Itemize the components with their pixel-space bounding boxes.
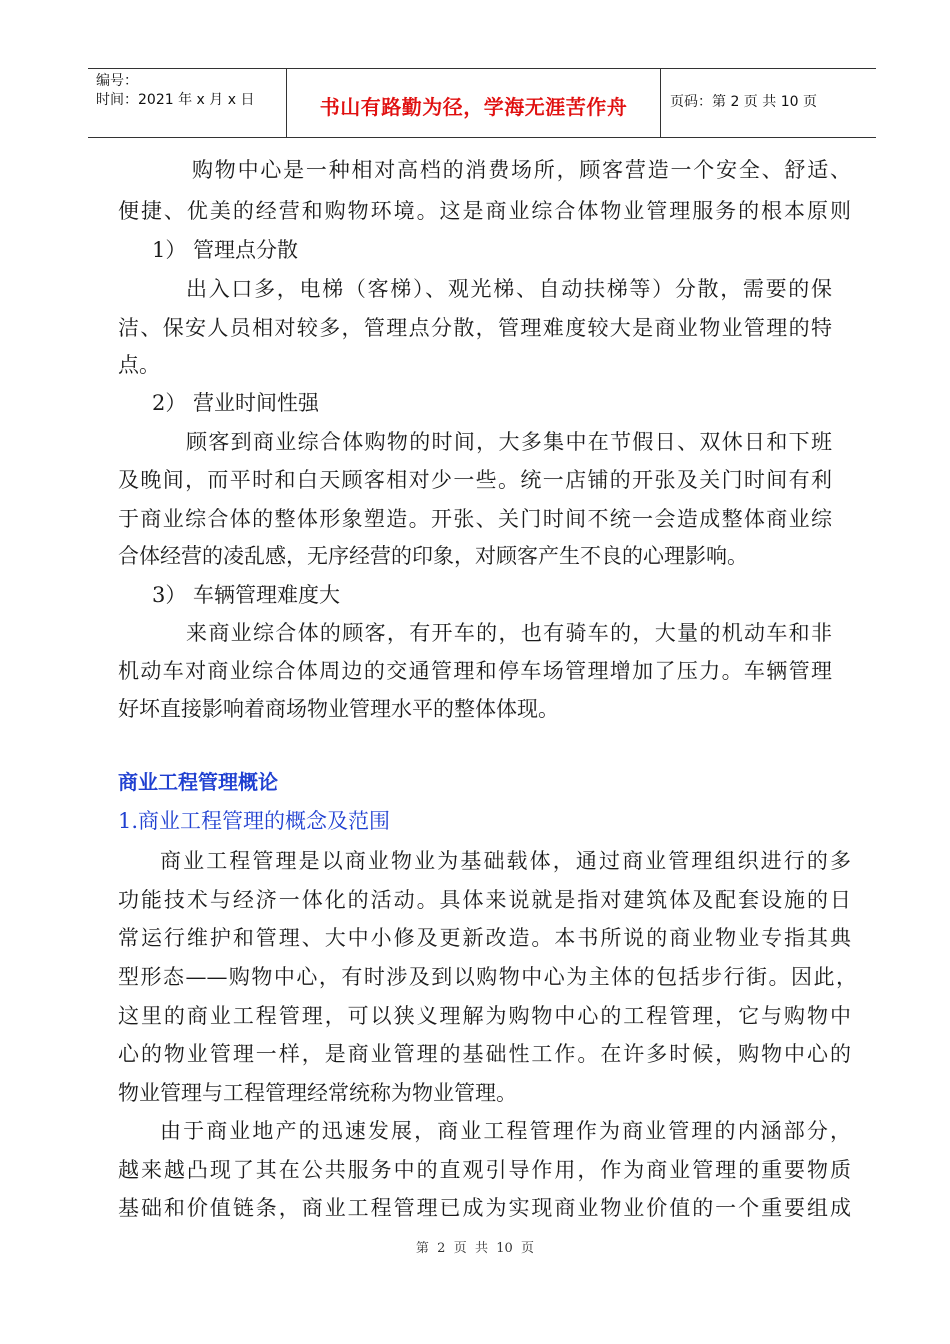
header-motto-cell bbox=[287, 69, 661, 137]
paragraph-line: 来商业综合体的顾客，有开车的，也有骑车的，大量的机动车和非 bbox=[186, 621, 832, 645]
section-heading: 商业工程管理概论 bbox=[118, 770, 278, 794]
paragraph-line: 便捷、优美的经营和购物环境。这是商业综合体物业管理服务的根本原则 bbox=[118, 199, 851, 223]
header-page-cell bbox=[662, 69, 876, 137]
paragraph-line: 由于商业地产的迅速发展，商业工程管理作为商业管理的内涵部分， bbox=[160, 1119, 851, 1143]
paragraph-line: 于商业综合体的整体形象塑造。开张、关门时间不统一会造成整体商业综 bbox=[118, 507, 832, 531]
paragraph-line: 心的物业管理一样，是商业管理的基础性工作。在许多时候，购物中心的 bbox=[118, 1042, 851, 1066]
paragraph-line: 机动车对商业综合体周边的交通管理和停车场管理增加了压力。车辆管理 bbox=[118, 659, 832, 683]
list-item-heading: 1） 管理点分散 bbox=[152, 238, 299, 262]
document-time-label: 时间：2021 年 x 月 x 日 bbox=[96, 92, 255, 108]
paragraph-line: 洁、保安人员相对较多，管理点分散，管理难度较大是商业物业管理的特 bbox=[118, 316, 832, 340]
paragraph-line: 基础和价值链条，商业工程管理已成为实现商业物业价值的一个重要组成 bbox=[118, 1196, 851, 1220]
paragraph-line: 及晚间，而平时和白天顾客相对少一些。统一店铺的开张及关门时间有利 bbox=[118, 468, 832, 492]
paragraph-line: 越来越凸现了其在公共服务中的直观引导作用，作为商业管理的重要物质 bbox=[118, 1158, 851, 1182]
paragraph-line: 这里的商业工程管理，可以狭义理解为购物中心的工程管理，它与购物中 bbox=[118, 1004, 851, 1028]
list-item-heading: 3） 车辆管理难度大 bbox=[152, 583, 341, 607]
page-header bbox=[88, 68, 876, 138]
list-item-heading: 2） 营业时间性强 bbox=[152, 391, 320, 415]
paragraph-line: 好坏直接影响着商场物业管理水平的整体体现。 bbox=[118, 697, 559, 721]
document-number-label: 编号： bbox=[96, 73, 138, 89]
paragraph-line: 商业工程管理是以商业物业为基础载体，通过商业管理组织进行的多 bbox=[160, 849, 851, 873]
section-subheading: 1.商业工程管理的概念及范围 bbox=[118, 809, 391, 833]
paragraph-line: 购物中心是一种相对高档的消费场所，顾客营造一个安全、舒适、 bbox=[192, 158, 851, 182]
paragraph-line: 物业管理与工程管理经常统称为物业管理。 bbox=[118, 1081, 517, 1105]
paragraph-line: 出入口多，电梯（客梯）、观光梯、自动扶梯等）分散，需要的保 bbox=[186, 277, 832, 301]
paragraph-line: 合体经营的凌乱感，无序经营的印象，对顾客产生不良的心理影响。 bbox=[118, 544, 748, 568]
paragraph-line: 点。 bbox=[118, 353, 160, 377]
paragraph-line: 顾客到商业综合体购物的时间，大多集中在节假日、双休日和下班 bbox=[186, 430, 832, 454]
page-number-label: 页码：第 2 页 共 10 页 bbox=[670, 94, 817, 110]
paragraph-line: 常运行维护和管理、大中小修及更新改造。本书所说的商业物业专指其典 bbox=[118, 926, 851, 950]
header-meta-cell bbox=[88, 69, 287, 137]
page-footer: 第 2 页 共 10 页 bbox=[415, 1241, 535, 1256]
paragraph-line: 功能技术与经济一体化的活动。具体来说就是指对建筑体及配套设施的日 bbox=[118, 888, 851, 912]
paragraph-line: 型形态——购物中心，有时涉及到以购物中心为主体的包括步行街。因此， bbox=[118, 965, 857, 989]
motto-text: 书山有路勤为径，学海无涯苦作舟 bbox=[319, 95, 628, 119]
